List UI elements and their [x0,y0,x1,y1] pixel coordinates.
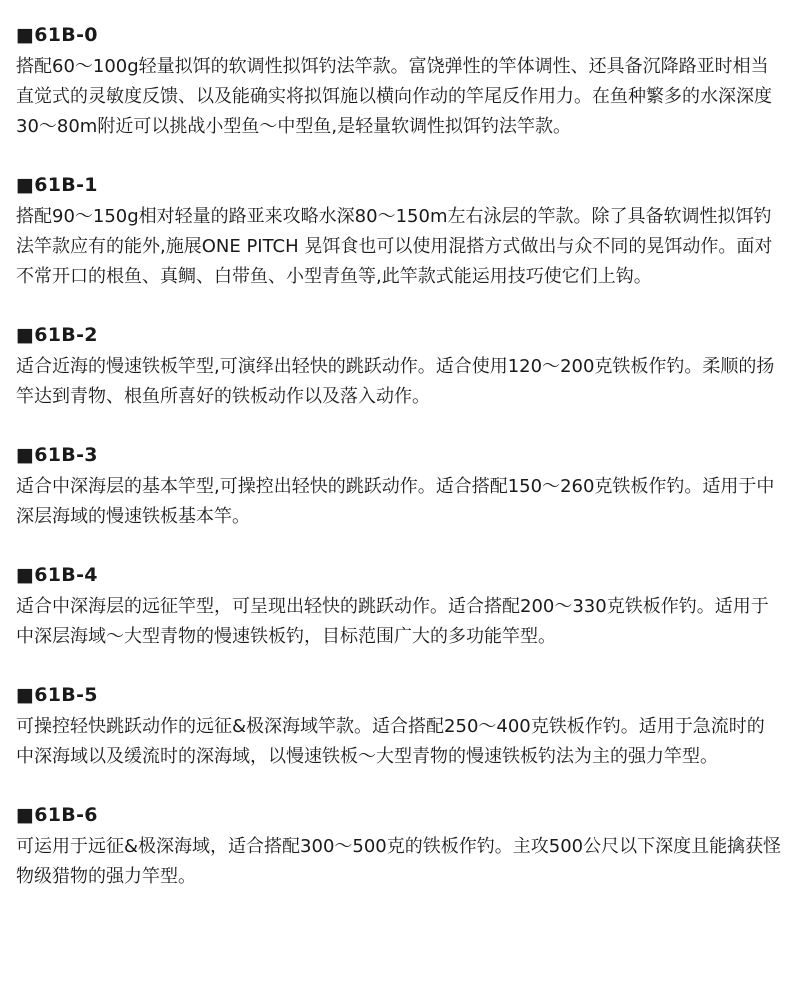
section-description: 适合中深海层的远征竿型，可呈现出轻快的跳跃动作。适合搭配200～330克铁板作钓。适用于中深层海域～大型青物的慢速铁板钓，目标范围广大的多功能竿型。 [16,596,769,647]
section-heading: ■61B-5 [16,684,98,706]
section-heading: ■61B-2 [16,324,98,346]
section-heading: ■61B-6 [16,804,98,826]
section-61b-5 [16,682,782,772]
section-heading: ■61B-3 [16,444,98,466]
section-61b-6 [16,802,782,892]
section-description: 适合中深海层的基本竿型,可操控出轻快的跳跃动作。适合搭配150～260克铁板作钓。适用于中深层海域的慢速铁板基本竿。 [16,476,775,527]
section-description: 可运用于远征&极深海域，适合搭配300～500克的铁板作钓。主攻500公尺以下深度且能擒获怪物级猎物的强力竿型。 [16,836,782,887]
section-description: 搭配90～150g相对轻量的路亚来攻略水深80～150m左右泳层的竿款。除了具备软调性拟饵钓法竿款应有的能外,施展ONE PITCH 晃饵食也可以使用混搭方式做出与众不同的晃饵动作。面对不常开口的根鱼、真鲷、白带鱼、小型青鱼等,此竿款式能运用技巧使它们上钩。 [16,206,773,287]
section-description: 可操控轻快跳跃动作的远征&极深海域竿款。适合搭配250～400克铁板作钓。适用于急流时的中深海域以及缓流时的深海域，以慢速铁板～大型青物的慢速铁板钓法为主的强力竿型。 [16,716,765,767]
section-heading: ■61B-1 [16,174,98,196]
section-description: 适合近海的慢速铁板竿型,可演绎出轻快的跳跃动作。适合使用120～200克铁板作钓。柔顺的扬竿达到青物、根鱼所喜好的铁板动作以及落入动作。 [16,356,775,407]
section-61b-1 [16,172,782,292]
section-61b-2 [16,322,782,412]
section-61b-3 [16,442,782,532]
section-description: 搭配60～100g轻量拟饵的软调性拟饵钓法竿款。富饶弹性的竿体调性、还具备沉降路亚时相当直觉式的灵敏度反馈、以及能确实将拟饵施以横向作动的竿尾反作用力。在鱼种繁多的水深深度30～80m附近可以挑战小型鱼～中型鱼,是轻量软调性拟饵钓法竿款。 [16,56,772,137]
section-heading: ■61B-4 [16,564,98,586]
section-61b-4 [16,562,782,652]
rod-spec-document [16,22,782,922]
section-heading: ■61B-0 [16,24,98,46]
section-61b-0 [16,22,782,142]
